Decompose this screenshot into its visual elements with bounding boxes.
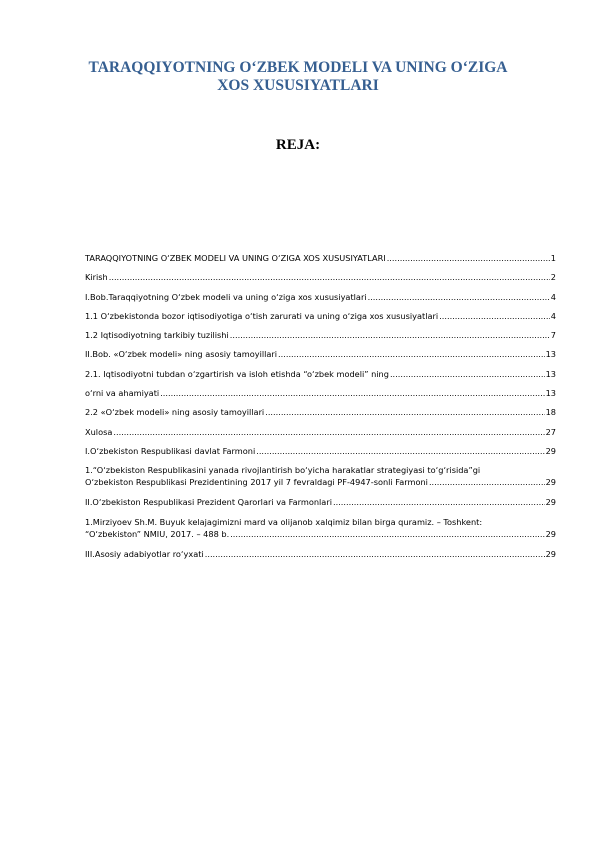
toc-entry-line — [85, 271, 556, 283]
toc-entry[interactable] — [85, 445, 556, 464]
toc-page-number: 29 — [545, 497, 556, 508]
toc-dot-leader — [160, 387, 544, 399]
toc-entry-text: I.Bob.Taraqqiyotning O‘zbek modeli va uning o‘ziga xos xususiyatlari — [85, 291, 367, 302]
toc-page-number: 29 — [545, 445, 556, 456]
toc-entry-text: 2.1. Iqtisodiyotni tubdan o‘zgartirish va isloh etishda “o‘zbek modeli” ning — [85, 368, 389, 379]
toc-entry-line — [85, 548, 556, 560]
toc-page-number: 7 — [550, 330, 556, 341]
table-of-contents — [85, 252, 556, 567]
toc-entry-line — [85, 252, 556, 264]
toc-entry-text: “O‘zbekiston” NMIU, 2017. – 488 b. — [85, 528, 230, 539]
toc-dot-leader — [230, 329, 550, 341]
toc-entry[interactable] — [85, 464, 556, 496]
document-title-line-1: TARAQQIYOTNING O‘ZBEK MODELI VA UNING O‘ZIGA — [88, 59, 508, 76]
toc-entry-line — [85, 387, 556, 399]
toc-page-number: 18 — [545, 407, 556, 418]
toc-entry-line — [85, 368, 556, 380]
toc-dot-leader — [256, 445, 544, 457]
toc-entry[interactable] — [85, 368, 556, 387]
toc-entry-line — [85, 516, 556, 528]
toc-entry[interactable] — [85, 548, 556, 567]
toc-entry-text: III.Asosiy adabiyotlar ro‘yxati — [85, 548, 204, 559]
toc-entry-line — [85, 310, 556, 322]
toc-page-number: 29 — [545, 528, 556, 539]
toc-dot-leader — [278, 348, 545, 360]
toc-entry[interactable] — [85, 329, 556, 348]
toc-entry-line — [85, 329, 556, 341]
toc-page-number: 4 — [550, 291, 556, 302]
toc-entry-text: TARAQQIYOTNING O‘ZBEK MODELI VA UNING O‘ZIGA XOS XUSUSIYATLARI — [85, 253, 386, 263]
toc-dot-leader — [113, 426, 544, 438]
toc-entry-line — [85, 464, 556, 476]
toc-entry-line — [85, 528, 556, 540]
toc-entry-line — [85, 496, 556, 508]
toc-dot-leader — [230, 528, 544, 540]
toc-entry[interactable] — [85, 348, 556, 367]
toc-page-number: 29 — [545, 548, 556, 559]
toc-entry-text: Xulosa — [85, 426, 113, 437]
toc-entry-text: II.Bob. «O‘zbek modeli» ning asosiy tamoyillari — [85, 349, 278, 360]
toc-entry[interactable] — [85, 291, 556, 310]
document-title — [60, 59, 536, 95]
toc-entry-text: 2.2 «O‘zbek modeli» ning asosiy tamoyillari — [85, 407, 265, 418]
toc-entry-line — [85, 348, 556, 360]
toc-entry-text: 1.“O‘zbekiston Respublikasini yanada rivojlantirish bo‘yicha harakatlar strategiyasi to‘g‘risida”gi — [85, 465, 481, 476]
toc-page-number: 13 — [545, 349, 556, 360]
toc-entry-line — [85, 291, 556, 303]
toc-dot-leader — [265, 406, 544, 418]
toc-entry-text: 1.Mirziyoev Sh.M. Buyuk kelajagimizni mard va olijanob xalqimiz bilan birga quramiz. – Toshkent: — [85, 516, 483, 527]
toc-entry[interactable] — [85, 271, 556, 290]
toc-dot-leader — [333, 496, 545, 508]
toc-dot-leader — [109, 271, 550, 283]
toc-page-number: 27 — [545, 426, 556, 437]
toc-dot-leader — [387, 252, 550, 264]
toc-entry[interactable] — [85, 406, 556, 425]
toc-entry-text: Kirish — [85, 272, 108, 283]
toc-entry-text: I.O‘zbekiston Respublikasi davlat Farmoni — [85, 445, 256, 456]
document-title-line-2: XOS XUSUSIYATLARI — [217, 77, 379, 94]
toc-page-number: 13 — [545, 368, 556, 379]
toc-entry-text: O‘zbekiston Respublikasi Prezidentining 2017 yil 7 fevraldagi PF-4947-sonli Farmoni — [85, 477, 428, 488]
toc-entry[interactable] — [85, 310, 556, 329]
toc-page-number: 29 — [545, 477, 556, 488]
toc-page-number: 4 — [550, 310, 556, 321]
toc-entry[interactable] — [85, 426, 556, 445]
toc-entry-text: II.O‘zbekiston Respublikasi Prezident Qarorlari va Farmonlari — [85, 497, 332, 508]
toc-entry[interactable] — [85, 496, 556, 515]
toc-entry-line — [85, 426, 556, 438]
toc-entry[interactable] — [85, 387, 556, 406]
toc-entry-text: 1.2 Iqtisodiyotning tarkibiy tuzilishi — [85, 330, 229, 341]
toc-dot-leader — [205, 548, 545, 560]
toc-entry-text: o‘rni va ahamiyati — [85, 388, 160, 399]
toc-entry-line — [85, 476, 556, 488]
toc-entry-line — [85, 406, 556, 418]
toc-dot-leader — [439, 310, 550, 322]
toc-dot-leader — [429, 476, 545, 488]
plan-heading: REJA: — [275, 137, 321, 153]
toc-entry-text: 1.1 O‘zbekistonda bozor iqtisodiyotiga o‘tish zarurati va uning o‘ziga xos xususiyatlari — [85, 310, 439, 321]
toc-entry-line — [85, 445, 556, 457]
toc-page-number: 1 — [550, 253, 556, 263]
toc-dot-leader — [368, 291, 550, 303]
toc-page-number: 2 — [550, 272, 556, 283]
toc-entry[interactable] — [85, 252, 556, 271]
toc-page-number: 13 — [545, 388, 556, 399]
toc-entry[interactable] — [85, 516, 556, 548]
toc-dot-leader — [390, 368, 545, 380]
